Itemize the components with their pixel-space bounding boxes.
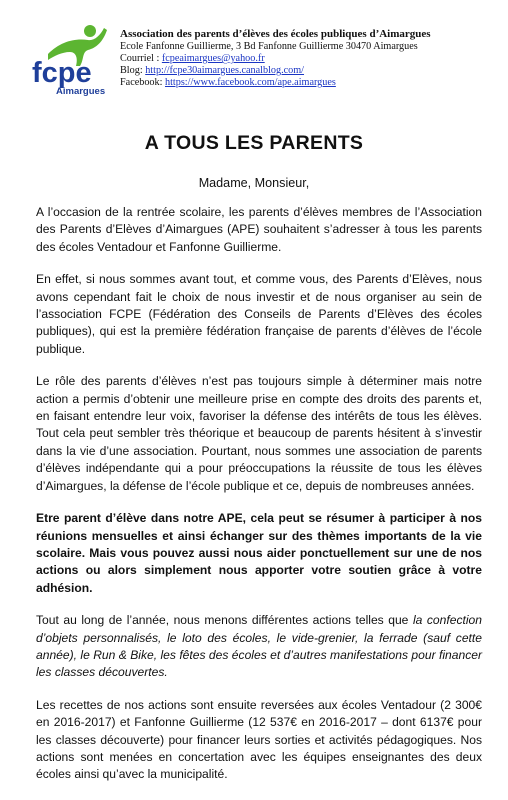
logo-text: fcpe — [32, 57, 92, 89]
organization-address: Ecole Fanfonne Guillierme, 3 Bd Fanfonne Guillierme 30470 Aimargues — [120, 41, 418, 52]
blog-line — [120, 65, 500, 77]
email-line — [120, 53, 500, 65]
email-link[interactable]: fcpeaimargues@yahoo.fr — [161, 53, 265, 64]
organization-name: Association des parents d’élèves des écoles publiques d’Aimargues — [120, 28, 431, 40]
paragraph-fcpe: En effet, si nous sommes avant tout, et comme vous, des Parents d’Elèves, nous avons cependant fait le choix de nous investir et de nous organiser au sein de l’association FCPE (Fédération des Conseils de Parents d’Elèves des écoles publiques), qui est la première fédération française de parents d’élèves de l’école publique. — [36, 272, 482, 356]
fcpe-logo — [30, 22, 110, 96]
facebook-line — [120, 77, 500, 89]
paragraph-actions-list: la confection d’objets personnalisés, le loto des écoles, le vide-grenier, la ferrade (sauf cette année), le Run & Bike, les fêtes des écoles et d’autres manifestations pour financer les classes découvertes. — [36, 613, 482, 680]
blog-label: Blog: — [120, 65, 146, 76]
logo-subtext: Aimargues — [56, 86, 106, 96]
facebook-link[interactable]: https://www.facebook.com/ape.aimargues — [164, 77, 336, 88]
blog-link[interactable]: http://fcpe30aimargues.canalblog.com/ — [145, 65, 305, 76]
email-label: Courriel : — [120, 53, 162, 64]
logo-figure-head-icon — [84, 25, 96, 37]
paragraph-intro: A l’occasion de la rentrée scolaire, les parents d’élèves membres de l’Association des Parents d’Elèves d’Aimargues (APE) souhaitent s’adresser à tous les parents des écoles Ventadour et Fanfonne Guillierme. — [36, 205, 482, 254]
letterhead — [120, 28, 500, 89]
page-title: A TOUS LES PARENTS — [144, 132, 364, 154]
paragraph-funds: Les recettes de nos actions sont ensuite reversées aux écoles Ventadour (2 300€ en 2016-2017) et Fanfonne Guillierme (12 537€ en 2016-2017 – dont 6137€ pour les classes découverte) pour financer leurs sorties et activités pédagogiques. Nos actions sont menées en concertation avec les équipes enseignantes des deux écoles ainsi qu’avec la municipalité. — [36, 697, 482, 782]
letter-body — [36, 204, 482, 799]
facebook-label: Facebook: — [120, 77, 165, 88]
greeting: Madame, Monsieur, — [198, 176, 310, 190]
paragraph-actions — [36, 612, 482, 682]
fcpe-logo-graphic — [30, 22, 110, 96]
paragraph-join: Etre parent d’élève dans notre APE, cela peut se résumer à participer à nos réunions mensuelles et ainsi échanger sur des thèmes importants de la vie scolaire. Mais vous pouvez aussi nous aider ponctuellement sur une de nos actions ou alors simplement nous apporter votre soutien grâce à votre adhésion. — [36, 511, 482, 595]
paragraph-role: Le rôle des parents d’élèves n’est pas toujours simple à déterminer mais notre action a permis d’obtenir une meilleure prise en compte des droits des parents et, en faisant entendre leur voix, favoriser la défense des intérêts de tous les élèves. Tout cela peut sembler très théorique et beaucoup de parents hésitent à s’investir dans la vie d’une association. Pourtant, nous sommes une association de parents d’élèves indépendante qui a pour préoccupations la réussite de tous les élèves d’Aimargues, la défense de l’école publique et ce, depuis de nombreuses années. — [36, 374, 482, 493]
paragraph-actions-intro: Tout au long de l’année, nous menons différentes actions telles que — [36, 613, 413, 628]
